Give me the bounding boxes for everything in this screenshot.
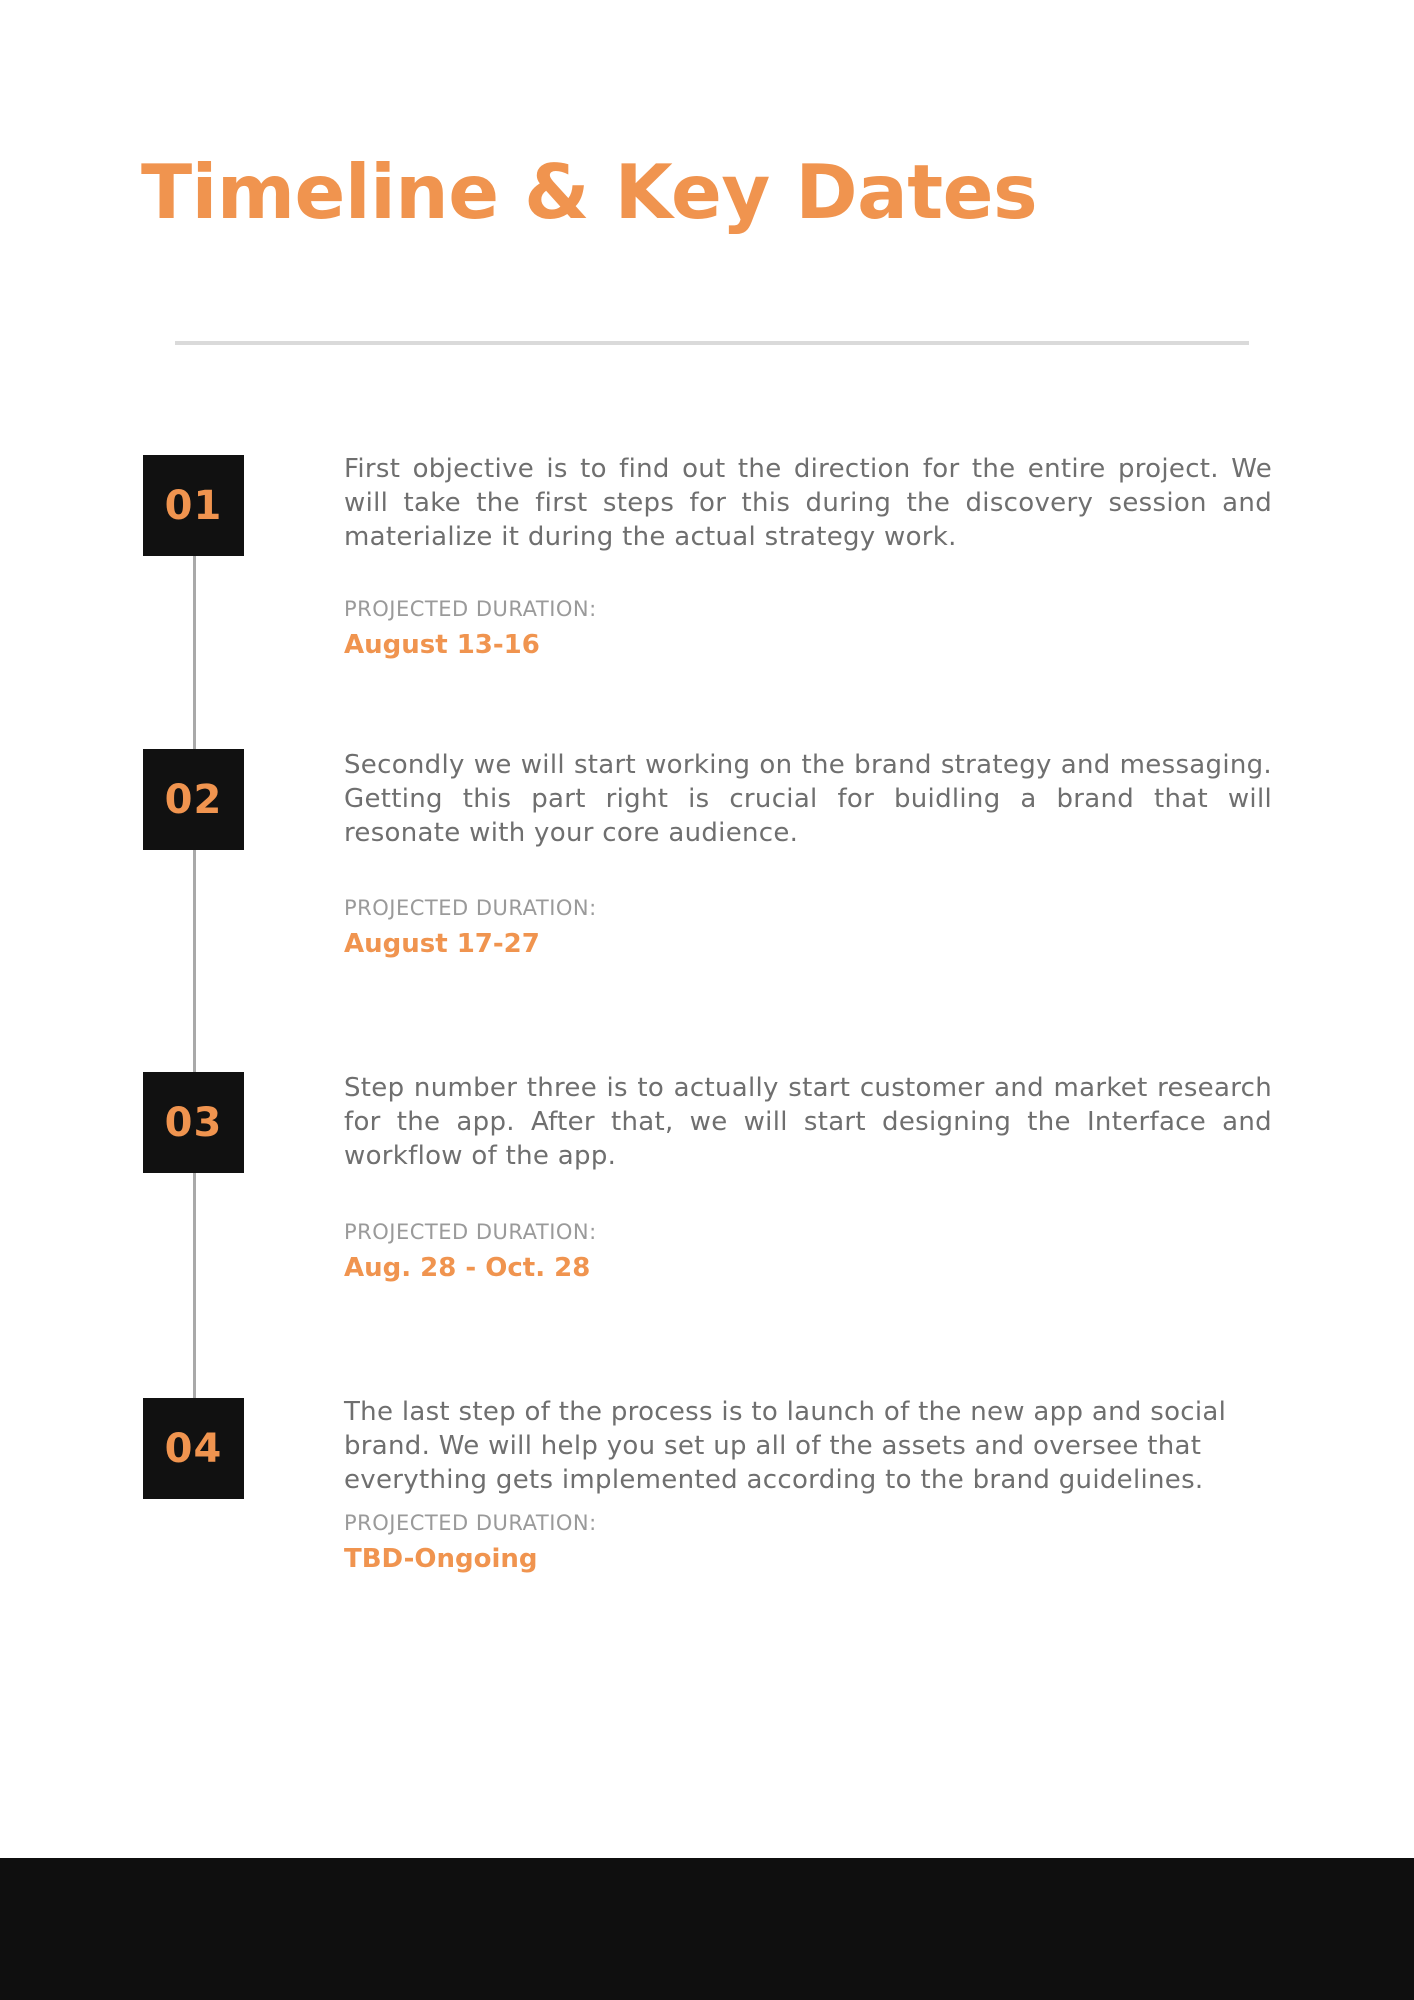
step-item: [344, 1395, 1272, 1577]
step-description: The last step of the process is to launch of the new app and social brand. We will help you set up all of the assets and oversee that everything gets implemented according to the brand guidelines.: [344, 1397, 1227, 1495]
step-item: [344, 1071, 1272, 1286]
duration-value: Aug. 28 - Oct. 28: [344, 1253, 591, 1283]
footer-bar: [0, 1858, 1414, 2000]
duration-value: August 13-16: [344, 630, 540, 660]
duration-block: [344, 1218, 1272, 1286]
duration-value: TBD-Ongoing: [344, 1544, 538, 1574]
duration-label: PROJECTED DURATION:: [344, 1220, 597, 1244]
step-badge: [143, 455, 244, 556]
timeline-connector: [193, 556, 196, 750]
duration-label: PROJECTED DURATION:: [344, 896, 597, 920]
step-description: First objective is to find out the direction for the entire project. We will take the first steps for this during the discovery session and materialize it during the actual strategy work.: [344, 454, 1272, 552]
timeline-connector: [193, 850, 196, 1073]
step-number: 03: [164, 1099, 223, 1146]
step-number: 04: [164, 1425, 223, 1472]
timeline-connector: [193, 1173, 196, 1399]
duration-block: [344, 1509, 1272, 1577]
duration-block: [344, 894, 1272, 962]
page-title: Timeline & Key Dates: [141, 148, 1038, 236]
duration-label: PROJECTED DURATION:: [344, 1511, 597, 1535]
step-badge: [143, 1398, 244, 1499]
step-description: Secondly we will start working on the brand strategy and messaging. Getting this part right is crucial for buidling a brand that will resonate with your core audience.: [344, 750, 1272, 848]
step-number: 02: [164, 776, 223, 823]
step-item: [344, 748, 1272, 962]
duration-block: [344, 595, 1272, 663]
title-divider: [175, 341, 1249, 345]
duration-value: August 17-27: [344, 929, 540, 959]
step-item: [344, 452, 1272, 663]
duration-label: PROJECTED DURATION:: [344, 597, 597, 621]
step-badge: [143, 1072, 244, 1173]
step-description: Step number three is to actually start customer and market research for the app. After that, we will start designing the Interface and workflow of the app.: [344, 1073, 1272, 1171]
step-number: 01: [164, 482, 223, 529]
step-badge: [143, 749, 244, 850]
